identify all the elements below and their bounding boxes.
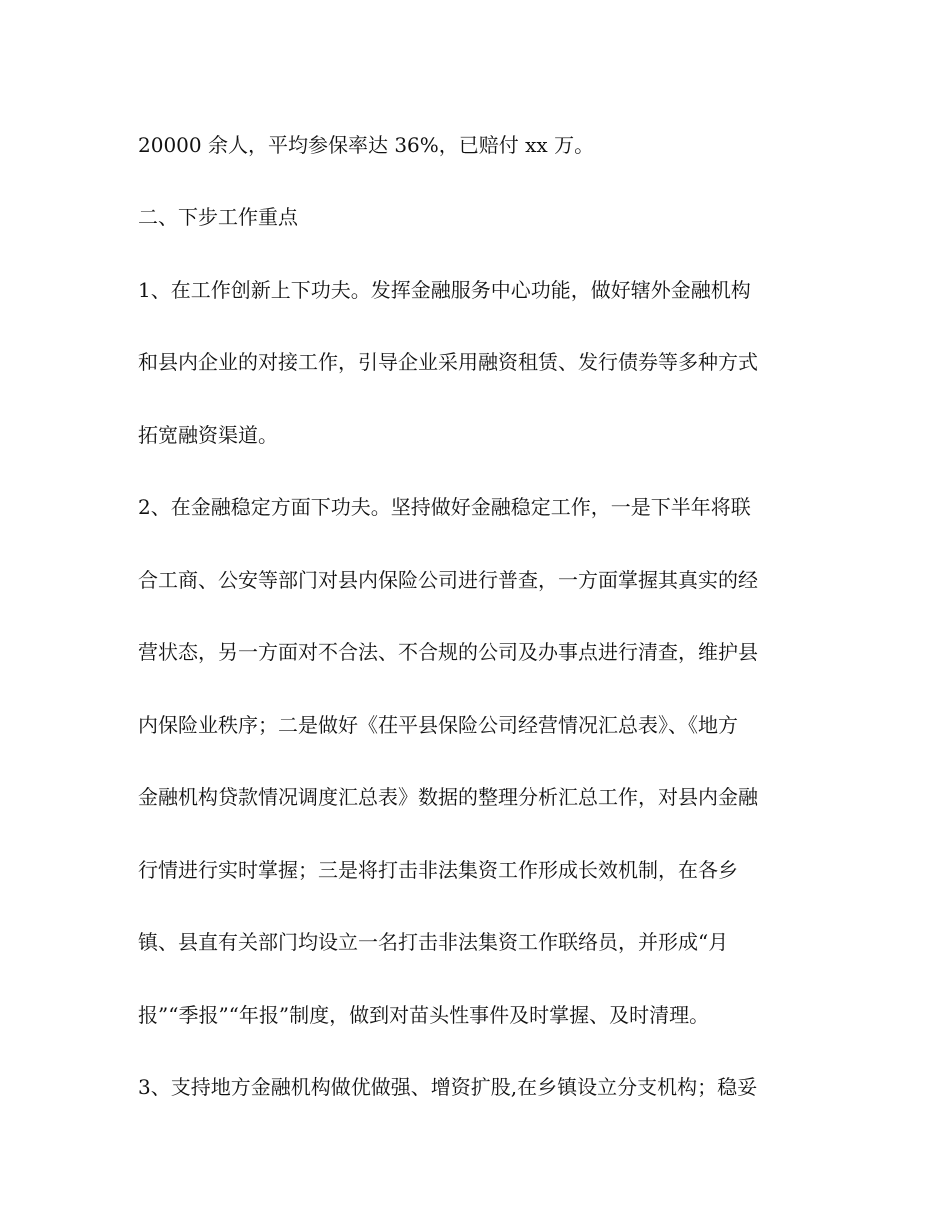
text-line: 镇、县直有关部门均设立一名打击非法集资工作联络员，并形成“月 xyxy=(138,930,729,954)
text-line: 合工商、公安等部门对县内保险公司进行普查，一方面掌握其真实的经 xyxy=(138,568,758,592)
text-line: 内保险业秩序；二是做好《茌平县保险公司经营情况汇总表》、《地方 xyxy=(138,713,738,737)
text-line: 2、在金融稳定方面下功夫。坚持做好金融稳定工作，一是下半年将联 xyxy=(138,495,751,519)
text-line: 1、在工作创新上下功夫。发挥金融服务中心功能，做好辖外金融机构 xyxy=(138,278,751,302)
text-line: 拓宽融资渠道。 xyxy=(138,423,278,447)
text-line: 3、支持地方金融机构做优做强、增资扩股,在乡镇设立分支机构；稳妥 xyxy=(138,1075,758,1099)
text-line: 20000 余人，平均参保率达 36%，已赔付 xx 万。 xyxy=(138,133,595,157)
text-line: 报”“季报”“年报”制度，做到对苗头性事件及时掌握、及时清理。 xyxy=(138,1003,710,1027)
text-line: 营状态，另一方面对不合法、不合规的公司及办事点进行清查，维护县 xyxy=(138,640,758,664)
text-line: 和县内企业的对接工作，引导企业采用融资租赁、发行债券等多种方式 xyxy=(138,350,758,374)
text-line: 金融机构贷款情况调度汇总表》数据的整理分析汇总工作，对县内金融 xyxy=(138,785,758,809)
section-heading: 二、下步工作重点 xyxy=(138,205,298,229)
text-line: 行情进行实时掌握；三是将打击非法集资工作形成长效机制，在各乡 xyxy=(138,858,738,882)
